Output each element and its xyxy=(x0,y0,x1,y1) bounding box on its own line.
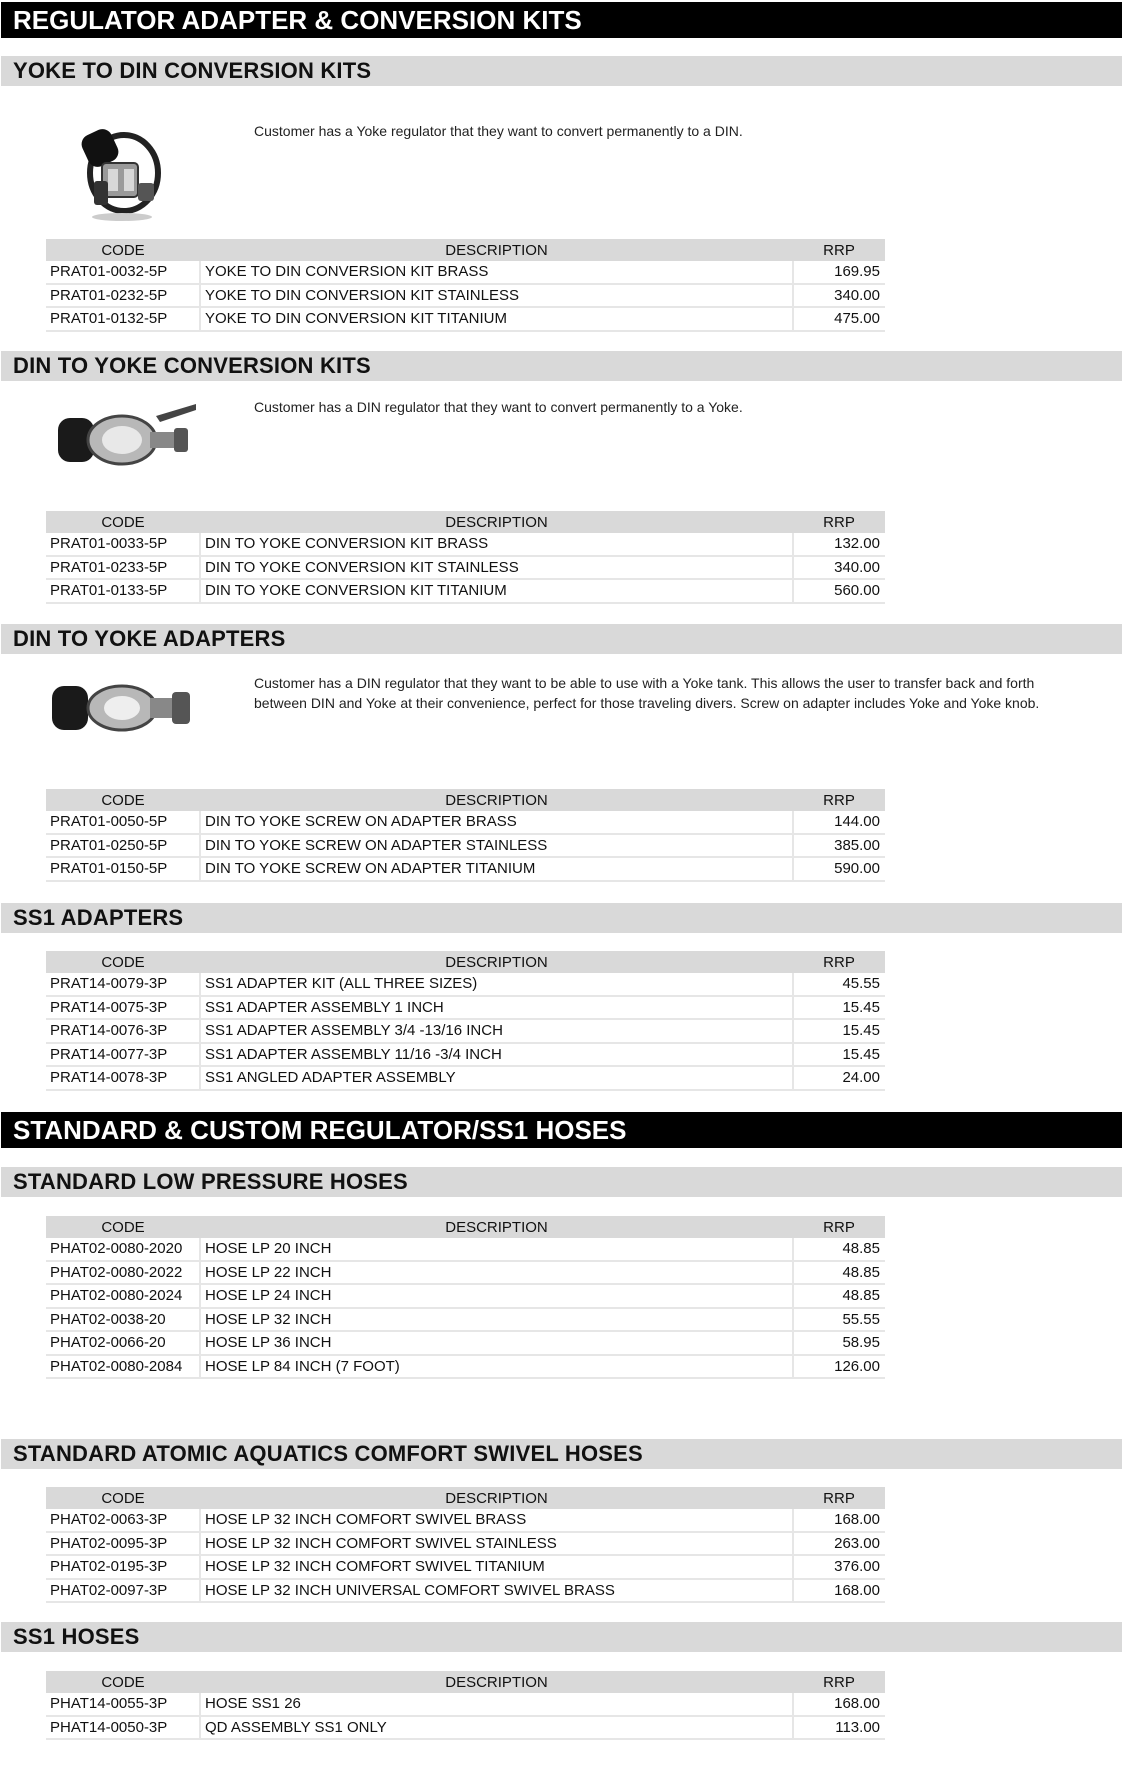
cell-description: HOSE LP 32 INCH COMFORT SWIVEL TITANIUM xyxy=(200,1555,793,1579)
cell-description: DIN TO YOKE CONVERSION KIT BRASS xyxy=(200,533,793,556)
cell-rrp: 560.00 xyxy=(793,579,885,603)
cell-code: PHAT02-0080-2022 xyxy=(46,1261,200,1285)
cell-rrp: 168.00 xyxy=(793,1509,885,1532)
cell-description: HOSE LP 32 INCH COMFORT SWIVEL BRASS xyxy=(200,1509,793,1532)
table-comfort-swivel-hoses xyxy=(46,1487,885,1603)
cell-description: DIN TO YOKE SCREW ON ADAPTER TITANIUM xyxy=(200,857,793,881)
column-header-description: DESCRIPTION xyxy=(200,789,793,811)
cell-code: PRAT14-0076-3P xyxy=(46,1019,200,1043)
table-row xyxy=(46,556,885,580)
cell-rrp: 144.00 xyxy=(793,811,885,834)
table-ss1-hoses xyxy=(46,1671,885,1740)
table-row xyxy=(46,834,885,858)
table-row xyxy=(46,1716,885,1740)
cell-code: PHAT02-0097-3P xyxy=(46,1579,200,1603)
cell-code: PHAT02-0080-2020 xyxy=(46,1238,200,1261)
cell-code: PHAT02-0063-3P xyxy=(46,1509,200,1532)
cell-description: HOSE LP 36 INCH xyxy=(200,1331,793,1355)
column-header-rrp: RRP xyxy=(793,789,885,811)
cell-code: PRAT14-0075-3P xyxy=(46,996,200,1020)
cell-rrp: 168.00 xyxy=(793,1579,885,1603)
cell-code: PRAT01-0033-5P xyxy=(46,533,200,556)
column-header-description: DESCRIPTION xyxy=(200,1487,793,1509)
table-header-row xyxy=(46,951,885,973)
table-row xyxy=(46,1331,885,1355)
column-header-rrp: RRP xyxy=(793,1487,885,1509)
cell-description: HOSE LP 32 INCH UNIVERSAL COMFORT SWIVEL BRASS xyxy=(200,1579,793,1603)
table-row xyxy=(46,307,885,331)
cell-code: PRAT01-0050-5P xyxy=(46,811,200,834)
table-header-row xyxy=(46,1487,885,1509)
cell-description: QD ASSEMBLY SS1 ONLY xyxy=(200,1716,793,1740)
cell-description: HOSE LP 32 INCH xyxy=(200,1308,793,1332)
section-title: YOKE TO DIN CONVERSION KITS xyxy=(13,58,372,83)
cell-description: YOKE TO DIN CONVERSION KIT TITANIUM xyxy=(200,307,793,331)
column-header-rrp: RRP xyxy=(793,1216,885,1238)
table-row xyxy=(46,1509,885,1532)
cell-description: HOSE LP 32 INCH COMFORT SWIVEL STAINLESS xyxy=(200,1532,793,1556)
cell-rrp: 132.00 xyxy=(793,533,885,556)
cell-code: PHAT02-0095-3P xyxy=(46,1532,200,1556)
column-header-code: CODE xyxy=(46,511,200,533)
column-header-description: DESCRIPTION xyxy=(200,239,793,261)
cell-description: DIN TO YOKE SCREW ON ADAPTER BRASS xyxy=(200,811,793,834)
column-header-description: DESCRIPTION xyxy=(200,511,793,533)
din-to-yoke-kit-image xyxy=(56,398,201,478)
section-description xyxy=(254,673,1039,713)
table-row xyxy=(46,1284,885,1308)
section-header-din-to-yoke-conversion xyxy=(1,351,1122,381)
table-header-row xyxy=(46,239,885,261)
banner-regulator-adapter xyxy=(1,2,1122,38)
table-row xyxy=(46,1355,885,1379)
cell-code: PRAT01-0233-5P xyxy=(46,556,200,580)
cell-code: PHAT14-0055-3P xyxy=(46,1693,200,1716)
din-to-yoke-adapter-image xyxy=(50,674,195,744)
banner-title: STANDARD & CUSTOM REGULATOR/SS1 HOSES xyxy=(13,1114,627,1145)
cell-rrp: 340.00 xyxy=(793,556,885,580)
table-header-row xyxy=(46,789,885,811)
section-header-yoke-to-din xyxy=(1,56,1122,86)
section-description: Customer has a Yoke regulator that they want to convert permanently to a DIN. xyxy=(254,123,743,139)
section-header-din-to-yoke-adapters xyxy=(1,624,1122,654)
table-row xyxy=(46,1693,885,1716)
cell-rrp: 168.00 xyxy=(793,1693,885,1716)
cell-description: YOKE TO DIN CONVERSION KIT STAINLESS xyxy=(200,284,793,308)
column-header-description: DESCRIPTION xyxy=(200,1216,793,1238)
cell-code: PHAT02-0080-2024 xyxy=(46,1284,200,1308)
cell-description: HOSE LP 20 INCH xyxy=(200,1238,793,1261)
cell-rrp: 58.95 xyxy=(793,1331,885,1355)
section-title: DIN TO YOKE CONVERSION KITS xyxy=(13,353,371,378)
table-row xyxy=(46,1066,885,1090)
cell-description: SS1 ADAPTER ASSEMBLY 3/4 -13/16 INCH xyxy=(200,1019,793,1043)
cell-rrp: 376.00 xyxy=(793,1555,885,1579)
cell-description: SS1 ADAPTER ASSEMBLY 11/16 -3/4 INCH xyxy=(200,1043,793,1067)
table-ss1-adapters xyxy=(46,951,885,1091)
table-row xyxy=(46,1532,885,1556)
column-header-code: CODE xyxy=(46,1216,200,1238)
column-header-description: DESCRIPTION xyxy=(200,1671,793,1693)
cell-description: SS1 ANGLED ADAPTER ASSEMBLY xyxy=(200,1066,793,1090)
table-row xyxy=(46,973,885,996)
table-row xyxy=(46,533,885,556)
cell-rrp: 340.00 xyxy=(793,284,885,308)
cell-rrp: 385.00 xyxy=(793,834,885,858)
table-row xyxy=(46,1308,885,1332)
cell-rrp: 590.00 xyxy=(793,857,885,881)
section-title: DIN TO YOKE ADAPTERS xyxy=(13,626,286,651)
column-header-rrp: RRP xyxy=(793,951,885,973)
table-din-to-yoke-adapters xyxy=(46,789,885,882)
column-header-code: CODE xyxy=(46,1671,200,1693)
cell-code: PHAT02-0038-20 xyxy=(46,1308,200,1332)
table-row xyxy=(46,811,885,834)
section-header-ss1-hoses xyxy=(1,1622,1122,1652)
table-row xyxy=(46,857,885,881)
section-header-standard-lp-hoses xyxy=(1,1167,1122,1197)
section-header-ss1-adapters xyxy=(1,903,1122,933)
column-header-code: CODE xyxy=(46,239,200,261)
description-line: Customer has a DIN regulator that they want to be able to use with a Yoke tank. This allows the user to transfer back and forth xyxy=(254,675,1035,691)
cell-code: PRAT14-0078-3P xyxy=(46,1066,200,1090)
cell-code: PHAT14-0050-3P xyxy=(46,1716,200,1740)
cell-description: HOSE SS1 26 xyxy=(200,1693,793,1716)
cell-rrp: 55.55 xyxy=(793,1308,885,1332)
cell-code: PRAT01-0132-5P xyxy=(46,307,200,331)
cell-description: HOSE LP 24 INCH xyxy=(200,1284,793,1308)
banner-hoses xyxy=(1,1112,1122,1148)
cell-description: SS1 ADAPTER KIT (ALL THREE SIZES) xyxy=(200,973,793,996)
cell-description: HOSE LP 84 INCH (7 FOOT) xyxy=(200,1355,793,1379)
cell-description: SS1 ADAPTER ASSEMBLY 1 INCH xyxy=(200,996,793,1020)
cell-rrp: 15.45 xyxy=(793,996,885,1020)
column-header-rrp: RRP xyxy=(793,239,885,261)
cell-rrp: 126.00 xyxy=(793,1355,885,1379)
cell-code: PHAT02-0195-3P xyxy=(46,1555,200,1579)
cell-code: PRAT01-0232-5P xyxy=(46,284,200,308)
table-row xyxy=(46,996,885,1020)
cell-rrp: 263.00 xyxy=(793,1532,885,1556)
table-din-to-yoke-conversion xyxy=(46,511,885,604)
cell-rrp: 48.85 xyxy=(793,1284,885,1308)
table-row xyxy=(46,1043,885,1067)
table-standard-lp-hoses xyxy=(46,1216,885,1379)
banner-title: REGULATOR ADAPTER & CONVERSION KITS xyxy=(13,4,582,35)
section-description: Customer has a DIN regulator that they want to convert permanently to a Yoke. xyxy=(254,399,743,415)
cell-code: PHAT02-0066-20 xyxy=(46,1331,200,1355)
cell-rrp: 45.55 xyxy=(793,973,885,996)
column-header-code: CODE xyxy=(46,951,200,973)
table-header-row xyxy=(46,1216,885,1238)
table-row xyxy=(46,1019,885,1043)
cell-code: PRAT14-0079-3P xyxy=(46,973,200,996)
cell-rrp: 48.85 xyxy=(793,1238,885,1261)
cell-rrp: 24.00 xyxy=(793,1066,885,1090)
yoke-to-din-kit-image xyxy=(72,123,167,223)
section-title: STANDARD LOW PRESSURE HOSES xyxy=(13,1169,408,1194)
section-title: SS1 ADAPTERS xyxy=(13,905,184,930)
cell-description: DIN TO YOKE CONVERSION KIT TITANIUM xyxy=(200,579,793,603)
cell-code: PHAT02-0080-2084 xyxy=(46,1355,200,1379)
cell-code: PRAT14-0077-3P xyxy=(46,1043,200,1067)
section-title: STANDARD ATOMIC AQUATICS COMFORT SWIVEL HOSES xyxy=(13,1441,643,1466)
cell-rrp: 15.45 xyxy=(793,1043,885,1067)
cell-description: DIN TO YOKE SCREW ON ADAPTER STAINLESS xyxy=(200,834,793,858)
section-header-comfort-swivel-hoses xyxy=(1,1439,1122,1469)
table-row xyxy=(46,579,885,603)
cell-code: PRAT01-0133-5P xyxy=(46,579,200,603)
column-header-description: DESCRIPTION xyxy=(200,951,793,973)
cell-rrp: 169.95 xyxy=(793,261,885,284)
column-header-code: CODE xyxy=(46,789,200,811)
cell-rrp: 15.45 xyxy=(793,1019,885,1043)
cell-rrp: 113.00 xyxy=(793,1716,885,1740)
column-header-rrp: RRP xyxy=(793,1671,885,1693)
cell-rrp: 475.00 xyxy=(793,307,885,331)
cell-description: DIN TO YOKE CONVERSION KIT STAINLESS xyxy=(200,556,793,580)
table-row xyxy=(46,261,885,284)
cell-code: PRAT01-0250-5P xyxy=(46,834,200,858)
table-row xyxy=(46,284,885,308)
table-yoke-to-din xyxy=(46,239,885,332)
cell-description: YOKE TO DIN CONVERSION KIT BRASS xyxy=(200,261,793,284)
description-line: between DIN and Yoke at their convenience, perfect for those traveling divers. Screw on adapter includes Yoke and Yoke knob. xyxy=(254,695,1040,711)
column-header-rrp: RRP xyxy=(793,511,885,533)
cell-rrp: 48.85 xyxy=(793,1261,885,1285)
cell-code: PRAT01-0032-5P xyxy=(46,261,200,284)
column-header-code: CODE xyxy=(46,1487,200,1509)
table-header-row xyxy=(46,511,885,533)
section-title: SS1 HOSES xyxy=(13,1624,140,1649)
cell-description: HOSE LP 22 INCH xyxy=(200,1261,793,1285)
table-row xyxy=(46,1261,885,1285)
table-header-row xyxy=(46,1671,885,1693)
cell-code: PRAT01-0150-5P xyxy=(46,857,200,881)
table-row xyxy=(46,1579,885,1603)
table-row xyxy=(46,1238,885,1261)
table-row xyxy=(46,1555,885,1579)
